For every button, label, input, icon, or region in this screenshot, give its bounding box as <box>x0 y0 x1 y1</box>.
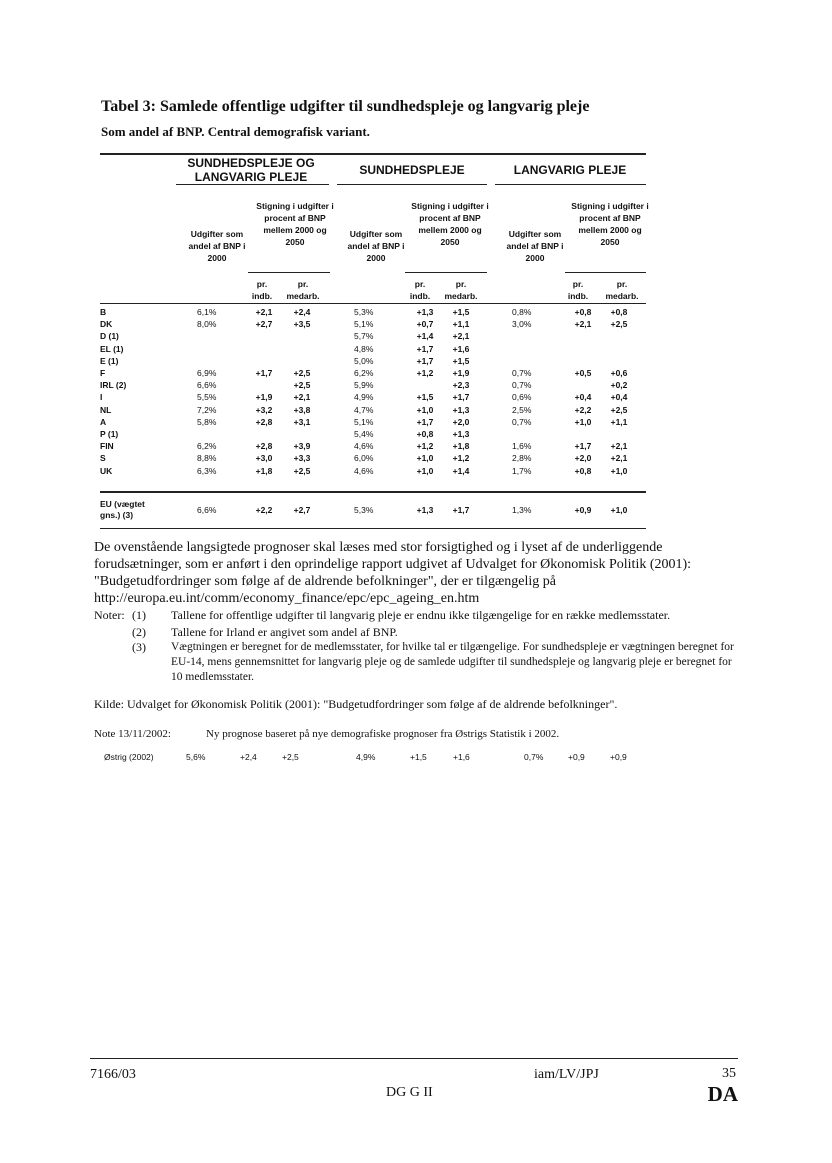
body-paragraph: De ovenstående langsigtede prognoser skal læses med stor forsigtighed og i lyset af de underliggende forudsætninger, som er anført i den oprindelige rapport udgivet af Udvalget for Økonomisk Politik (2001): "Budgetudfordringer som følge af de aldrende befolkninger", der er tilgængelig på http://europa.eu.int/comm/economy_finance/epc/epc_ageing_en.htm <box>94 540 692 606</box>
table-cell: +1,3 <box>416 307 434 317</box>
table-cell: +1,7 <box>452 392 470 403</box>
table-cell: 0,7% <box>512 368 532 378</box>
note-3-text: Vægtningen er beregnet for de medlemsstater, for hvilke tal er tilgængelige. For sundhedspleje er vægtningen beregnet for EU-14, mens gennemsnittet for langvarig pleje og de samlede udgifter til sundhedspleje og langvarig pleje er beregnet for 10 medlemsstater. <box>171 641 734 683</box>
table-cell: +0,8 <box>574 307 592 317</box>
table-cell: +1,5 <box>452 355 470 366</box>
table-cell: 5,1% <box>354 416 374 427</box>
table-cell: +1,6 <box>452 343 470 354</box>
footer-doc-number: 7166/03 <box>90 1067 136 1082</box>
row-label: A <box>100 416 107 427</box>
table-cell: +2,5 <box>610 404 628 415</box>
eu-cell: +2,7 <box>293 505 311 515</box>
table-cell: +1,4 <box>416 331 434 342</box>
col-share-2: Udgifter som andel af BNP i 2000 <box>347 229 405 263</box>
table-cell: 6,0% <box>354 453 374 464</box>
table-cell: +0,6 <box>610 368 628 378</box>
table-cell: +1,0 <box>574 416 592 427</box>
table-cell: +3,1 <box>293 416 311 427</box>
table-cell: +2,5 <box>293 380 311 391</box>
group-header-longterm: LANGVARIG PLEJE <box>513 163 627 177</box>
source-line: Kilde: Udvalget for Økonomisk Politik (2001): "Budgetudfordringer som følge af de aldrende befolkninger". <box>94 697 618 711</box>
header-bottom-rule <box>100 303 646 304</box>
table-cell: +2,5 <box>293 465 311 476</box>
eu-row-label: EU (vægtet gns.) (3) <box>100 499 145 520</box>
table-cell: 1,6% <box>512 441 532 452</box>
table-cell: +3,5 <box>293 319 311 330</box>
austria-cell: 5,6% <box>186 752 206 762</box>
table-cell: 0,7% <box>512 416 532 427</box>
table-cell: 6,9% <box>197 368 217 378</box>
table-cell: +2,0 <box>452 416 470 427</box>
table-cell: +1,8 <box>255 465 273 476</box>
table-cell: +1,7 <box>255 368 273 378</box>
table-cell: +3,8 <box>293 404 311 415</box>
austria-cell: 0,7% <box>524 752 544 762</box>
row-label: I <box>100 392 103 403</box>
table-cell: +2,0 <box>574 453 592 464</box>
table-cell: +1,2 <box>416 441 434 452</box>
austria-cell: +2,5 <box>282 752 299 762</box>
table-cell: 4,7% <box>354 404 374 415</box>
table-cell: +1,4 <box>452 465 470 476</box>
row-label: IRL (2) <box>100 380 127 391</box>
sub-per-capita-2: pr. indb. <box>409 279 431 301</box>
footer-initials: iam/LV/JPJ <box>534 1067 599 1082</box>
footer-language-code: DA <box>707 1082 738 1106</box>
row-label: NL <box>100 404 112 415</box>
table-cell: +1,0 <box>610 465 628 476</box>
table-cell: +1,5 <box>416 392 434 403</box>
table-cell: +2,1 <box>574 319 592 330</box>
table-cell: 5,4% <box>354 429 374 439</box>
table-cell: +2,1 <box>452 331 470 342</box>
footer-rule <box>90 1058 738 1059</box>
table-cell: 6,2% <box>197 441 217 452</box>
table-cell: +2,5 <box>610 319 628 330</box>
col-increase-1: Stigning i udgifter i procent af BNP mellem 2000 og 2050 <box>256 201 334 247</box>
austria-cell: 4,9% <box>356 752 376 762</box>
table-cell: +0,2 <box>610 380 628 391</box>
table-cell: 4,8% <box>354 343 374 354</box>
sub-per-worker-1: pr. medarb. <box>286 279 320 301</box>
table-cell: +1,9 <box>255 392 273 403</box>
col-increase-3: Stigning i udgifter i procent af BNP mellem 2000 og 2050 <box>571 201 649 247</box>
footer-page-number: 35 <box>722 1066 736 1081</box>
table-cell: 6,6% <box>197 380 217 391</box>
row-label: B <box>100 307 107 317</box>
group-header-health: SUNDHEDSPLEJE <box>359 163 465 177</box>
sub-per-worker-2: pr. medarb. <box>444 279 478 301</box>
table-cell: +1,2 <box>452 453 470 464</box>
table-cell: +2,5 <box>293 368 311 378</box>
table-cell: +1,3 <box>452 404 470 415</box>
table-cell: +2,2 <box>574 404 592 415</box>
table-cell: +3,9 <box>293 441 311 452</box>
austria-cell: +0,9 <box>568 752 585 762</box>
table-cell: +0,8 <box>574 465 592 476</box>
table-cell: +1,1 <box>610 416 628 427</box>
sub-rule-1 <box>248 272 330 273</box>
note-3-number: (3) <box>132 640 146 654</box>
table-cell: 5,8% <box>197 416 217 427</box>
col-share-1: Udgifter som andel af BNP i 2000 <box>188 229 246 263</box>
group-header-total: SUNDHEDSPLEJE OG LANGVARIG PLEJE <box>187 156 315 184</box>
table-cell: +1,7 <box>416 343 434 354</box>
austria-cell: +0,9 <box>610 752 627 762</box>
eu-cell: +0,9 <box>574 505 592 515</box>
table-bottom-rule <box>100 528 646 529</box>
group-rule-2 <box>337 184 487 185</box>
table-subtitle: Som andel af BNP. Central demografisk variant. <box>101 124 370 139</box>
table-cell: +2,1 <box>610 441 628 452</box>
row-label: P (1) <box>100 429 119 439</box>
table-cell: +1,7 <box>574 441 592 452</box>
table-cell: 6,3% <box>197 465 217 476</box>
table-cell: +2,8 <box>255 416 273 427</box>
table-cell: +1,7 <box>416 416 434 427</box>
update-note-label: Note 13/11/2002: <box>94 728 171 740</box>
table-top-rule <box>100 153 646 155</box>
row-label: FIN <box>100 441 114 452</box>
table-cell: +0,5 <box>574 368 592 378</box>
table-cell: 4,6% <box>354 441 374 452</box>
table-cell: +1,2 <box>416 368 434 378</box>
sub-rule-3 <box>565 272 646 273</box>
eu-top-rule <box>100 491 646 493</box>
table-cell: 5,0% <box>354 355 374 366</box>
group-rule-1 <box>176 184 329 185</box>
table-cell: +1,0 <box>416 465 434 476</box>
table-cell: +2,7 <box>255 319 273 330</box>
table-cell: +1,1 <box>452 319 470 330</box>
table-cell: 5,9% <box>354 380 374 391</box>
table-cell: +1,5 <box>452 307 470 317</box>
table-cell: 2,5% <box>512 404 532 415</box>
table-cell: 6,1% <box>197 307 217 317</box>
table-cell: +2,1 <box>293 392 311 403</box>
col-share-3: Udgifter som andel af BNP i 2000 <box>506 229 564 263</box>
table-cell: +2,8 <box>255 441 273 452</box>
table-cell: +1,0 <box>416 404 434 415</box>
update-note-text: Ny prognose baseret på nye demografiske prognoser fra Østrigs Statistik i 2002. <box>206 728 560 740</box>
table-cell: 5,3% <box>354 307 374 317</box>
table-cell: 1,7% <box>512 465 532 476</box>
table-cell: +2,4 <box>293 307 311 317</box>
sub-per-capita-1: pr. indb. <box>251 279 273 301</box>
row-label: UK <box>100 465 113 476</box>
table-cell: 0,8% <box>512 307 532 317</box>
table-cell: +0,8 <box>416 429 434 439</box>
table-cell: +1,0 <box>416 453 434 464</box>
table-cell: 5,1% <box>354 319 374 330</box>
table-cell: 4,6% <box>354 465 374 476</box>
table-cell: +0,7 <box>416 319 434 330</box>
austria-cell: +1,6 <box>453 752 470 762</box>
notes-label: Noter: <box>94 608 125 622</box>
table-cell: +2,1 <box>255 307 273 317</box>
eu-cell: +2,2 <box>255 505 273 515</box>
eu-cell: 1,3% <box>512 505 532 515</box>
row-label: S <box>100 453 106 464</box>
eu-cell: +1,7 <box>452 505 470 515</box>
row-label: DK <box>100 319 113 330</box>
note-1-text: Tallene for offentlige udgifter til langvarig pleje er endnu ikke tilgængelige for en række medlemsstater. <box>171 608 671 622</box>
table-cell: +3,0 <box>255 453 273 464</box>
eu-cell: 6,6% <box>197 505 217 515</box>
austria-cell: +1,5 <box>410 752 427 762</box>
table-cell: 4,9% <box>354 392 374 403</box>
eu-cell: 5,3% <box>354 505 374 515</box>
table-cell: 8,8% <box>197 453 217 464</box>
austria-2002-label: Østrig (2002) <box>104 752 154 762</box>
table-title: Tabel 3: Samlede offentlige udgifter til sundhedspleje og langvarig pleje <box>101 98 590 115</box>
row-label: D (1) <box>100 331 119 342</box>
table-cell: +0,8 <box>610 307 628 317</box>
table-cell: +0,4 <box>574 392 592 403</box>
table-cell: +1,8 <box>452 441 470 452</box>
sub-per-capita-3: pr. indb. <box>567 279 589 301</box>
footer-department: DG G II <box>386 1085 433 1100</box>
table-cell: 6,2% <box>354 368 374 378</box>
row-label: EL (1) <box>100 343 124 354</box>
table-cell: 0,7% <box>512 380 532 391</box>
table-cell: +1,3 <box>452 429 470 439</box>
note-2-number: (2) <box>132 625 146 639</box>
table-cell: +1,9 <box>452 368 470 378</box>
eu-cell: +1,0 <box>610 505 628 515</box>
table-cell: 3,0% <box>512 319 532 330</box>
sub-rule-2 <box>405 272 487 273</box>
table-cell: +2,1 <box>610 453 628 464</box>
note-2-text: Tallene for Irland er angivet som andel af BNP. <box>171 625 398 639</box>
table-cell: 8,0% <box>197 319 217 330</box>
row-label: E (1) <box>100 355 119 366</box>
table-cell: 0,6% <box>512 392 532 403</box>
austria-cell: +2,4 <box>240 752 257 762</box>
sub-per-worker-3: pr. medarb. <box>605 279 639 301</box>
row-label: F <box>100 368 106 378</box>
group-rule-3 <box>495 184 646 185</box>
col-increase-2: Stigning i udgifter i procent af BNP mellem 2000 og 2050 <box>411 201 489 247</box>
table-cell: 5,7% <box>354 331 374 342</box>
table-cell: +1,7 <box>416 355 434 366</box>
table-cell: +3,2 <box>255 404 273 415</box>
note-1-number: (1) <box>132 608 146 622</box>
table-cell: +0,4 <box>610 392 628 403</box>
table-cell: +2,3 <box>452 380 470 391</box>
table-cell: +3,3 <box>293 453 311 464</box>
table-cell: 7,2% <box>197 404 217 415</box>
table-cell: 5,5% <box>197 392 217 403</box>
table-cell: 2,8% <box>512 453 532 464</box>
eu-cell: +1,3 <box>416 505 434 515</box>
